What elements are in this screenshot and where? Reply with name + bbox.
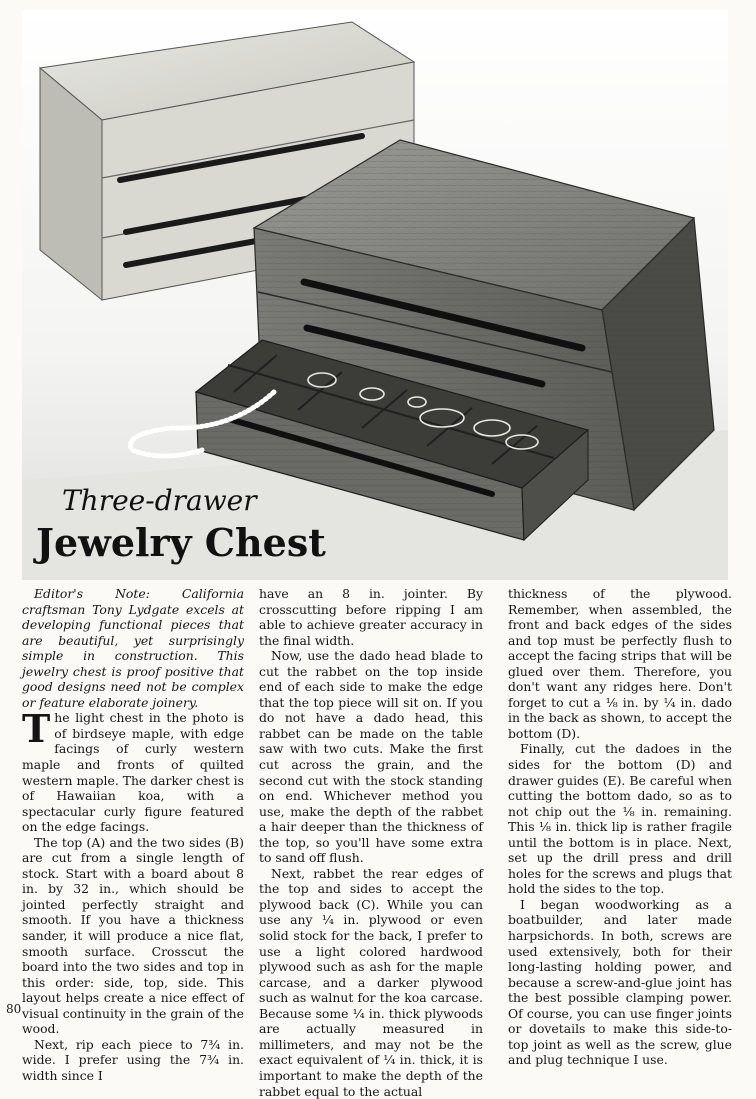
column-2: [259, 586, 483, 1099]
editor-note: Editor's Note: California craftsman Tony Lydgate excels at developing functional pieces that are beautiful, yet surprisingly simple in construction. This jewelry chest is proof positive that good designs need not be complex or feature elaborate joinery.: [22, 586, 244, 710]
paragraph-7: thickness of the plywood. Remember, when assembled, the front and back edges of the sides and top must be perfectly flush to accept the facing strips that will be glued over them. Therefore, you don't want any ridges here. Don't forget to cut a ⅛ in. by ¼ in. dado in the back as shown, to accept the bottom (D).: [508, 586, 732, 741]
paragraph-8: Finally, cut the dadoes in the sides for the bottom (D) and drawer guides (E). Be careful when cutting the bottom dado, so as to not chip out the ⅛ in. remaining. This ⅛ in. thick lip is rather fragile until the bottom is in place. Next, set up the drill press and drill holes for the screws and plugs that hold the sides to the top.: [508, 741, 732, 897]
column-3: [508, 586, 732, 1068]
column-1: [22, 586, 244, 1084]
paragraph-4: have an 8 in. jointer. By crosscutting before ripping I am able to achieve greater accuracy in the final width.: [259, 586, 483, 648]
paragraph-9: I began woodworking as a boatbuilder, and later made harpsichords. In both, screws are used extensively, both for their long-lasting holding power, and because a screw-and-glue joint has the best possible clamping power. Of course, you can use finger joints or dovetails to make this side-to-top joint as well as the screw, glue and plug technique I use.: [508, 896, 732, 1068]
paragraph-2: The top (A) and the two sides (B) are cut from a single length of stock. Start with a board about 8 in. by 32 in., which should be jointed perfectly straight and smooth. If you have a thickness sander, it will produce a nice flat, smooth surface. Crosscut the board into the two sides and top in this order: side, top, side. This layout helps create a nice effect of visual continuity in the grain of the wood.: [22, 834, 244, 1037]
title-line-2: Jewelry Chest: [36, 520, 326, 565]
paragraph-6: Next, rabbet the rear edges of the top and sides to accept the plywood back (C). While you can use any ¼ in. plywood or even solid stock for the back, I prefer to use a light colored hardwood plywood such as ash for the maple carcase, and a darker plywood such as walnut for the koa carcase. Because some ¼ in. thick plywoods are actually measured in millimeters, and may not be the exact equivalent of ¼ in. thick, it is important to make the depth of the rabbet equal to the actual: [259, 865, 483, 1099]
drop-cap: T: [22, 706, 51, 752]
jewelry-chest-photo: [22, 10, 728, 580]
paragraph-5: Now, use the dado head blade to cut the rabbet on the top inside end of each side to make the edge that the top piece will sit on. If you do not have a dado head, this rabbet can be made on the table saw with two cuts. Make the first cut across the grain, and the second cut with the stock standing on end. Whichever method you use, make the depth of the rabbet a hair deeper than the thickness of the top, so you'll have some extra to sand off flush.: [259, 648, 483, 866]
paragraph-3: Next, rip each piece to 7¾ in. wide. I prefer using the 7¾ in. width since I: [22, 1036, 244, 1083]
paragraph-1: [22, 706, 245, 835]
page-number: 80: [6, 1002, 22, 1016]
title-line-1: Three-drawer: [62, 484, 257, 517]
paragraph-1-text: he light chest in the photo is of birdseye maple, with edge facings of curly western maple and fronts of quilted western maple. The darker chest is of Hawaiian koa, with a spectacular curly figure featured on the edge facings.: [22, 710, 245, 835]
